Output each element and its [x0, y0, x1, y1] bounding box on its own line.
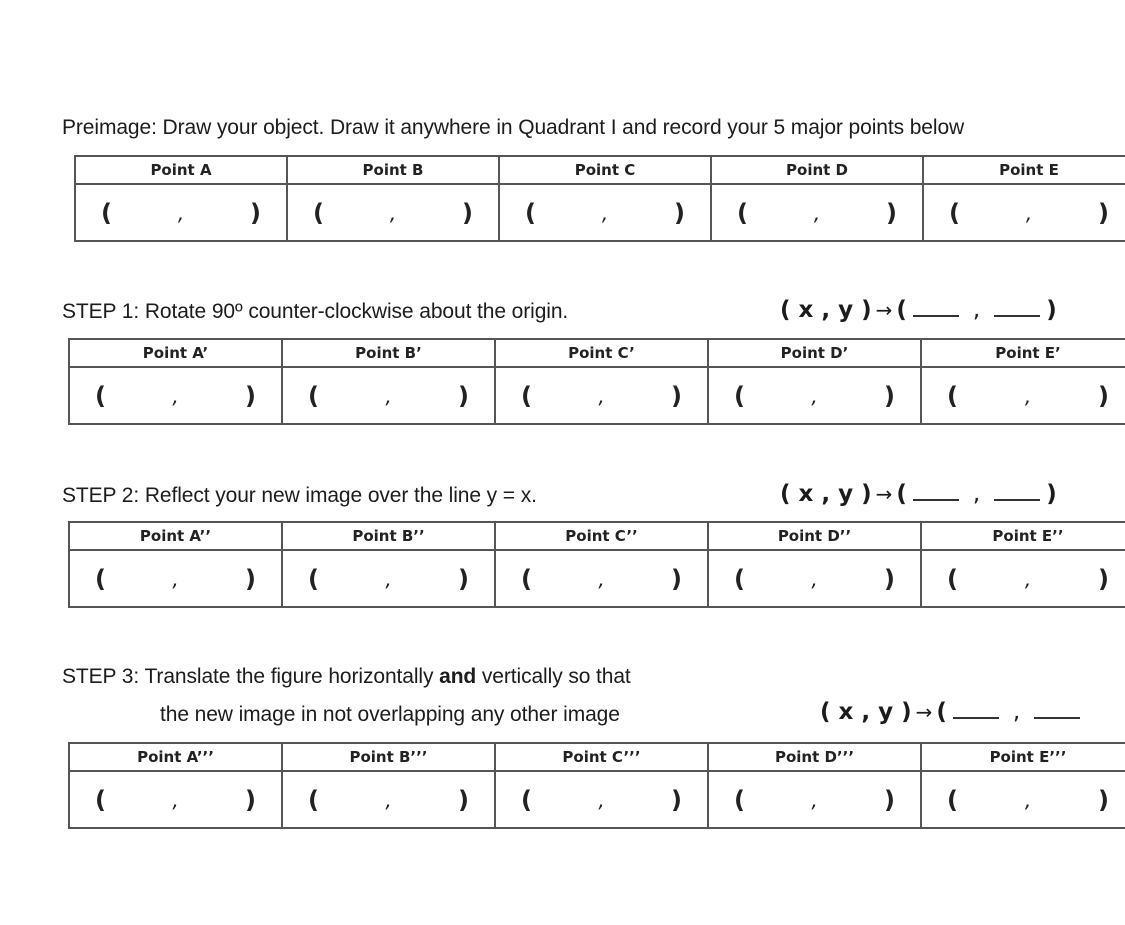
comma: , — [177, 200, 185, 225]
open-paren: ( — [521, 785, 532, 814]
comma: , — [813, 200, 821, 225]
comma: , — [385, 787, 392, 812]
header-point-d: Point D — [711, 156, 923, 184]
step2-table — [68, 521, 1125, 608]
point-c-cell[interactable] — [499, 184, 711, 241]
header-point-c-prime: Point C’ — [495, 339, 708, 367]
point-c-prime-cell[interactable] — [495, 367, 708, 424]
close-paren: ) — [458, 785, 469, 814]
point-e-prime-cell[interactable] — [921, 367, 1125, 424]
step1-instruction: STEP 1: Rotate 90º counter-clockwise about the origin. — [62, 300, 569, 323]
comma: , — [1024, 383, 1032, 408]
open-paren: ( — [95, 785, 106, 814]
point-a-cell[interactable] — [75, 184, 287, 241]
rule-close: ) — [1046, 297, 1057, 323]
open-paren: ( — [949, 198, 960, 227]
header-point-c: Point C — [499, 156, 711, 184]
close-paren: ) — [1098, 564, 1109, 593]
header-point-b: Point B — [287, 156, 499, 184]
header-point-e-prime: Point E’ — [921, 339, 1125, 367]
arrow-right-icon: → — [875, 298, 893, 322]
point-d-double-prime-cell[interactable] — [708, 550, 921, 607]
step2-instruction: STEP 2: Reflect your new image over the line y = x. — [62, 484, 537, 507]
header-point-e-double-prime: Point E’’ — [921, 522, 1125, 550]
open-paren: ( — [734, 381, 745, 410]
preimage-table — [74, 155, 1125, 242]
open-paren: ( — [95, 381, 106, 410]
rule-x-blank[interactable] — [913, 297, 959, 317]
point-c-triple-prime-cell[interactable] — [495, 771, 708, 828]
header-point-b-prime: Point B’ — [282, 339, 495, 367]
point-e-cell[interactable] — [923, 184, 1125, 241]
open-paren: ( — [947, 564, 958, 593]
close-paren: ) — [245, 381, 256, 410]
comma: , — [172, 566, 179, 591]
header-point-c-double-prime: Point C’’ — [495, 522, 708, 550]
header-point-b-double-prime: Point B’’ — [282, 522, 495, 550]
point-d-triple-prime-cell[interactable] — [708, 771, 921, 828]
step2-rule — [780, 481, 1057, 507]
rule-input: ( x , y ) — [780, 481, 872, 507]
rule-close: ) — [1046, 481, 1057, 507]
open-paren: ( — [521, 564, 532, 593]
header-point-a-double-prime: Point A’’ — [69, 522, 282, 550]
close-paren: ) — [886, 198, 897, 227]
close-paren: ) — [245, 564, 256, 593]
step1-table — [68, 338, 1125, 425]
comma: , — [172, 383, 179, 408]
comma: , — [385, 566, 392, 591]
close-paren: ) — [671, 564, 682, 593]
rule-y-blank[interactable] — [994, 481, 1040, 501]
open-paren: ( — [521, 381, 532, 410]
close-paren: ) — [245, 785, 256, 814]
comma: , — [172, 787, 179, 812]
header-point-a-triple-prime: Point A’’’ — [69, 743, 282, 771]
close-paren: ) — [671, 785, 682, 814]
close-paren: ) — [1098, 381, 1109, 410]
open-paren: ( — [947, 381, 958, 410]
step3-instruction — [62, 665, 631, 689]
rule-x-blank[interactable] — [913, 481, 959, 501]
comma: , — [385, 383, 392, 408]
close-paren: ) — [671, 381, 682, 410]
comma: , — [1024, 566, 1032, 591]
header-point-d-prime: Point D’ — [708, 339, 921, 367]
point-c-double-prime-cell[interactable] — [495, 550, 708, 607]
rule-comma: , — [1012, 699, 1021, 725]
rule-open: ( — [896, 297, 907, 323]
point-d-prime-cell[interactable] — [708, 367, 921, 424]
arrow-right-icon: → — [915, 700, 933, 724]
comma: , — [1024, 787, 1032, 812]
step3-instruction-line2: the new image in not overlapping any other image — [160, 703, 620, 726]
rule-x-blank[interactable] — [953, 699, 999, 719]
step3-instruction-post: vertically so that — [476, 665, 631, 688]
open-paren: ( — [525, 198, 536, 227]
comma: , — [389, 200, 397, 225]
close-paren: ) — [1098, 785, 1109, 814]
open-paren: ( — [308, 564, 319, 593]
step3-instruction-pre: STEP 3: Translate the figure horizontally — [62, 665, 440, 688]
point-a-double-prime-cell[interactable] — [69, 550, 282, 607]
comma: , — [598, 787, 605, 812]
close-paren: ) — [1098, 198, 1109, 227]
step1-rule — [780, 297, 1057, 323]
rule-y-blank[interactable] — [994, 297, 1040, 317]
rule-comma: , — [972, 481, 981, 507]
point-b-prime-cell[interactable] — [282, 367, 495, 424]
header-point-e-triple-prime: Point E’’’ — [921, 743, 1125, 771]
rule-y-blank[interactable] — [1034, 699, 1080, 719]
close-paren: ) — [884, 564, 895, 593]
open-paren: ( — [947, 785, 958, 814]
comma: , — [1025, 200, 1033, 225]
header-point-d-double-prime: Point D’’ — [708, 522, 921, 550]
rule-open: ( — [936, 699, 947, 725]
open-paren: ( — [308, 381, 319, 410]
open-paren: ( — [313, 198, 324, 227]
header-point-a: Point A — [75, 156, 287, 184]
step3-table — [68, 742, 1125, 829]
close-paren: ) — [458, 381, 469, 410]
open-paren: ( — [95, 564, 106, 593]
point-e-double-prime-cell[interactable] — [921, 550, 1125, 607]
rule-input: ( x , y ) — [820, 699, 912, 725]
point-b-cell[interactable] — [287, 184, 499, 241]
comma: , — [811, 787, 818, 812]
rule-comma: , — [972, 297, 981, 323]
header-point-d-triple-prime: Point D’’’ — [708, 743, 921, 771]
header-point-c-triple-prime: Point C’’’ — [495, 743, 708, 771]
point-a-prime-cell[interactable] — [69, 367, 282, 424]
preimage-instruction: Preimage: Draw your object. Draw it anywhere in Quadrant I and record your 5 major points below — [62, 116, 965, 139]
open-paren: ( — [734, 785, 745, 814]
open-paren: ( — [308, 785, 319, 814]
comma: , — [598, 383, 605, 408]
comma: , — [811, 566, 818, 591]
header-point-e: Point E — [923, 156, 1125, 184]
open-paren: ( — [737, 198, 748, 227]
point-a-triple-prime-cell[interactable] — [69, 771, 282, 828]
close-paren: ) — [462, 198, 473, 227]
header-point-b-triple-prime: Point B’’’ — [282, 743, 495, 771]
open-paren: ( — [734, 564, 745, 593]
open-paren: ( — [101, 198, 112, 227]
comma: , — [601, 200, 609, 225]
point-b-triple-prime-cell[interactable] — [282, 771, 495, 828]
point-e-triple-prime-cell[interactable] — [921, 771, 1125, 828]
header-point-a-prime: Point A’ — [69, 339, 282, 367]
rule-open: ( — [896, 481, 907, 507]
arrow-right-icon: → — [875, 482, 893, 506]
comma: , — [598, 566, 605, 591]
point-b-double-prime-cell[interactable] — [282, 550, 495, 607]
point-d-cell[interactable] — [711, 184, 923, 241]
rule-input: ( x , y ) — [780, 297, 872, 323]
comma: , — [811, 383, 818, 408]
close-paren: ) — [458, 564, 469, 593]
close-paren: ) — [884, 785, 895, 814]
step3-instruction-bold: and — [439, 665, 477, 688]
step3-rule — [820, 699, 1086, 725]
close-paren: ) — [884, 381, 895, 410]
close-paren: ) — [250, 198, 261, 227]
close-paren: ) — [674, 198, 685, 227]
